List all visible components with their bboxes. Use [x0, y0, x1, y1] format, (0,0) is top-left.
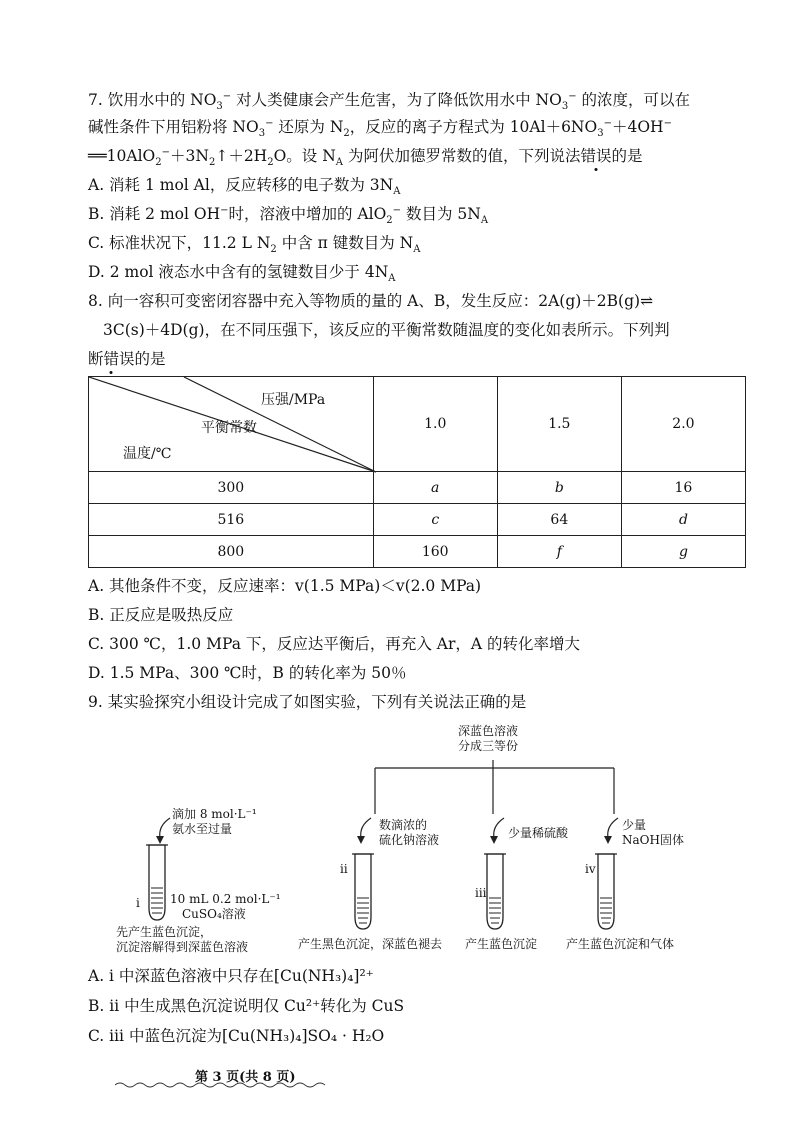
table-cell: 16	[621, 472, 745, 504]
table-cell: c	[373, 504, 497, 536]
tube1-solution-1: 10 mL 0.2 mol·L⁻¹	[170, 892, 281, 906]
q9-option-a: A. ⅰ 中深蓝色溶液中只存在[Cu(NH₃)₄]²⁺	[88, 967, 374, 985]
diagram-top-label-2: 分成三等份	[458, 739, 519, 753]
col-header-3: 2.0	[621, 377, 745, 472]
q9-stem: 9. 某实验探究小组设计完成了如图实验，下列有关说法正确的是	[88, 693, 527, 711]
row-temp: 516	[89, 504, 374, 536]
tube2-result: 产生黑色沉淀，深蓝色褪去	[298, 937, 443, 951]
equilibrium-constant-table	[88, 376, 746, 568]
tube1-reagent-2: 氨水至过量	[172, 822, 233, 836]
header-constant: 平衡常数	[201, 420, 257, 436]
tube3-result: 产生蓝色沉淀	[465, 937, 538, 951]
table-cell: f	[497, 536, 621, 568]
diagram-top-label-1: 深蓝色溶液	[458, 724, 519, 738]
tube4-numeral: ⅳ	[585, 862, 596, 876]
tube3-reagent: 少量稀硫酸	[508, 826, 569, 840]
row-temp: 300	[89, 472, 374, 504]
q7-stem-line1: 7. 饮用水中的 $NO_3^-$ 对人类健康会产生危害，为了降低饮用水中 $NO_3^-$ 的浓度，可以在	[88, 90, 691, 113]
tube2-reagent-1: 数滴浓的	[379, 818, 428, 832]
tube1-result-1: 先产生蓝色沉淀，	[116, 925, 213, 939]
q7-stem-line3: $══10AlO_2^-+3N_2↑+2H_2O$。设 $N_A$ 为阿伏加德罗常数的值，下列说法错误的是	[88, 146, 643, 169]
table-row	[89, 504, 746, 536]
q8-stem-line2: 3C(s)＋4D(g)，在不同压强下，该反应的平衡常数随温度的变化如表所示。下列判	[103, 321, 670, 339]
q7-option-c: C. 标准状况下，11.2 L $N_2$ 中含 π 键数目为 $N_A$	[88, 234, 421, 256]
table-cell: d	[621, 504, 745, 536]
table-cell: 160	[373, 536, 497, 568]
test-tube-1	[146, 845, 168, 920]
tube4-reagent-1: 少量	[622, 818, 647, 832]
tube4-result: 产生蓝色沉淀和气体	[566, 937, 675, 951]
q8-stem-line3: 断错误的是	[88, 350, 166, 368]
page-number: 第 3 页(共 8 页)	[195, 1070, 296, 1085]
tube4-reagent-2: NaOH固体	[622, 833, 684, 847]
q9-option-b: B. ⅱ 中生成黑色沉淀说明仅 Cu²⁺转化为 CuS	[88, 997, 405, 1015]
header-pressure: 压强/MPa	[261, 392, 326, 408]
table-row	[89, 472, 746, 504]
col-header-1: 1.0	[373, 377, 497, 472]
q7-option-b: B. 消耗 2 mol OH−时，溶液中增加的 AlO$_2$− 数目为 $5N_A$	[88, 204, 489, 227]
q8-stem-line1: 8. 向一容积可变密闭容器中充入等物质的量的 A、B，发生反应：2A(g)＋2B(g)⇌	[88, 292, 654, 310]
tube3-numeral: ⅲ	[475, 886, 487, 900]
q8-option-a: A. 其他条件不变，反应速率：v(1.5 MPa)＜v(2.0 MPa)	[88, 577, 482, 595]
table-cell: b	[497, 472, 621, 504]
table-cell: g	[621, 536, 745, 568]
header-temperature: 温度/℃	[123, 446, 172, 462]
col-header-2: 1.5	[497, 377, 621, 472]
q7-option-a: A. 消耗 1 mol Al，反应转移的电子数为 $3N_A$	[88, 176, 401, 198]
table-cell: 64	[497, 504, 621, 536]
q8-option-c: C. 300 ℃，1.0 MPa 下，反应达平衡后，再充入 Ar，A 的转化率增大	[88, 635, 581, 653]
q8-option-d: D. 1.5 MPa、300 ℃时，B 的转化率为 50％	[88, 664, 407, 682]
q8-option-b: B. 正反应是吸热反应	[88, 606, 234, 624]
diagonal-header-cell	[89, 377, 374, 472]
tube1-numeral: ⅰ	[136, 896, 140, 910]
row-temp: 800	[89, 536, 374, 568]
q7-stem-line2: 碱性条件下用铝粉将 $NO_3^-$ 还原为 $N_2$，反应的离子方程式为 $10Al+6NO_3^-+4OH^-$	[88, 117, 672, 140]
q7-option-d: D. 2 mol 液态水中含有的氢键数目少于 $4N_A$	[88, 263, 396, 285]
tube1-result-2: 沉淀溶解得到深蓝色溶液	[116, 940, 249, 954]
q9-option-c: C. ⅲ 中蓝色沉淀为[Cu(NH₃)₄]SO₄ · H₂O	[88, 1027, 385, 1045]
table-row	[89, 536, 746, 568]
tube2-reagent-2: 硫化钠溶液	[379, 833, 440, 847]
table-cell: a	[373, 472, 497, 504]
tube1-solution-2: CuSO₄溶液	[182, 907, 246, 921]
tube2-numeral: ⅱ	[340, 862, 348, 876]
tube1-reagent-1: 滴加 8 mol·L⁻¹	[172, 807, 257, 821]
